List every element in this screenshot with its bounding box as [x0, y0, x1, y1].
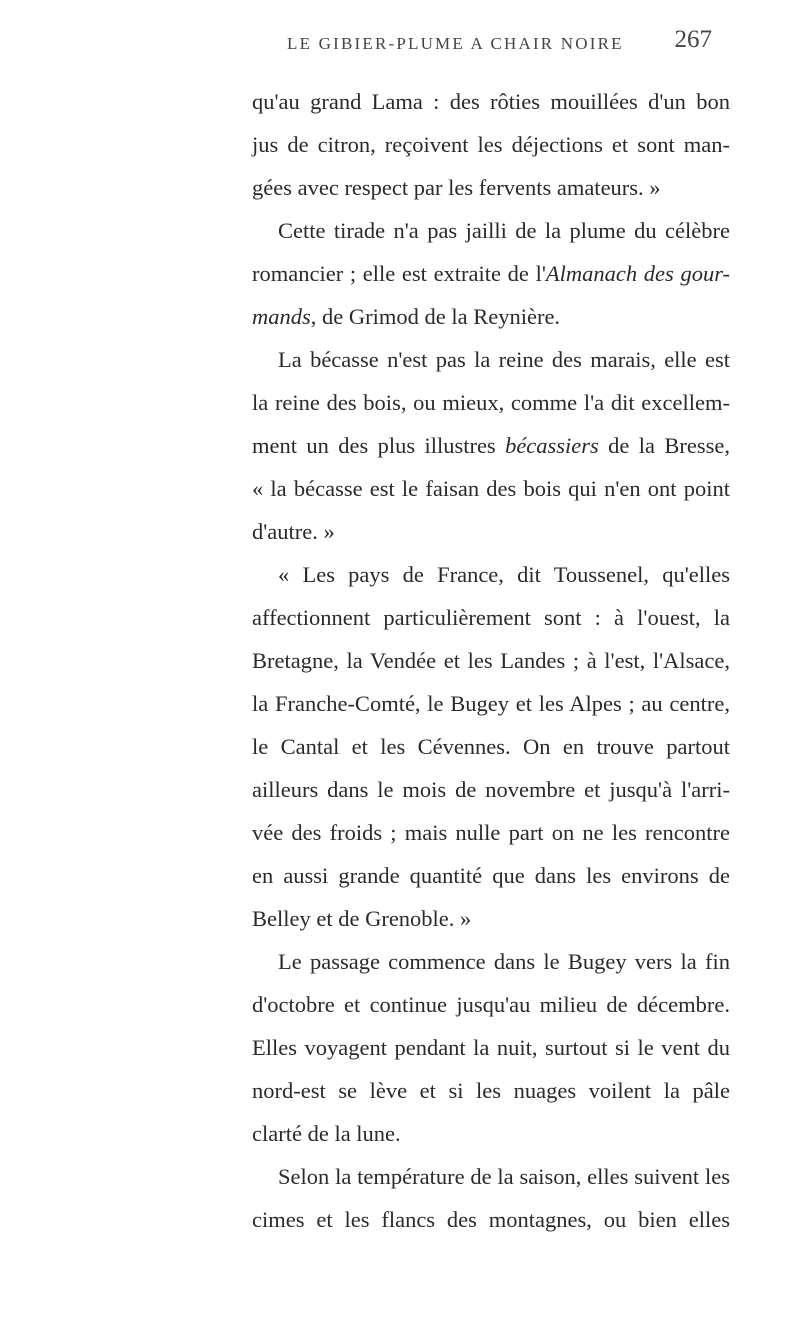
text-segment: jus de citron, reçoivent les déjections et sont man- — [252, 132, 730, 157]
text-segment: d'octobre et continue jusqu'au milieu de décembre. — [252, 992, 730, 1017]
page-number: 267 — [674, 26, 712, 53]
text-line — [252, 424, 730, 467]
text-line — [252, 639, 730, 682]
text-segment: « la bécasse est le faisan des bois qui n'en ont point — [252, 476, 730, 501]
text-segment: de la Bresse, — [598, 433, 730, 458]
text-line — [252, 725, 730, 768]
text-segment: Elles voyagent pendant la nuit, surtout si le vent du — [252, 1035, 730, 1060]
text-segment: Selon la température de la saison, elles suivent les — [278, 1164, 730, 1189]
text-line — [252, 252, 730, 295]
text-line — [252, 768, 730, 811]
text-line — [252, 80, 730, 123]
text-line — [252, 1069, 730, 1112]
text-segment: Belley et de Grenoble. » — [252, 906, 472, 931]
text-line — [252, 510, 730, 553]
text-segment: gées avec respect par les fervents amateurs. » — [252, 175, 661, 200]
text-segment: vée des froids ; mais nulle part on ne les rencontre — [252, 820, 730, 845]
text-segment: la Franche-Comté, le Bugey et les Alpes ; au centre, — [252, 691, 730, 716]
text-segment: nord-est se lève et si les nuages voilent la pâle — [252, 1078, 730, 1103]
text-segment: affectionnent particulièrement sont : à l'ouest, la — [252, 605, 730, 630]
text-line — [252, 811, 730, 854]
text-segment: La bécasse n'est pas la reine des marais, elle est — [278, 347, 730, 372]
text-segment: Cette tirade n'a pas jailli de la plume du célèbre — [278, 218, 730, 243]
italic-text: Almanach des gour- — [545, 261, 730, 286]
text-segment: ment un des plus illustres — [252, 433, 506, 458]
text-line — [252, 295, 730, 338]
text-line — [252, 854, 730, 897]
italic-text: bécassiers — [505, 433, 599, 458]
text-segment: « Les pays de France, dit Toussenel, qu'elles — [278, 562, 730, 587]
body-text — [252, 80, 730, 1241]
text-segment: d'autre. » — [252, 519, 335, 544]
text-line — [252, 1198, 730, 1241]
text-line — [252, 467, 730, 510]
text-segment: , de Grimod de la Reynière. — [310, 304, 561, 329]
text-line — [252, 983, 730, 1026]
text-line — [252, 381, 730, 424]
text-segment: qu'au grand Lama : des rôties mouillées d'un bon — [252, 89, 730, 114]
text-segment: cimes et les flancs des montagnes, ou bien elles — [252, 1207, 730, 1232]
text-segment: romancier ; elle est extraite de l' — [252, 261, 546, 286]
text-line — [252, 1026, 730, 1069]
text-line — [252, 1112, 730, 1155]
text-segment: en aussi grande quantité que dans les environs de — [252, 863, 730, 888]
text-line — [252, 338, 730, 381]
text-segment: Bretagne, la Vendée et les Landes ; à l'est, l'Alsace, — [252, 648, 730, 673]
text-line — [252, 596, 730, 639]
text-line — [252, 166, 730, 209]
text-line — [252, 553, 730, 596]
running-head: LE GIBIER-PLUME A CHAIR NOIRE — [287, 34, 624, 53]
text-line — [252, 897, 730, 940]
text-segment: clarté de la lune. — [252, 1121, 401, 1146]
text-segment: Le passage commence dans le Bugey vers la fin — [278, 949, 730, 974]
text-segment: la reine des bois, ou mieux, comme l'a dit excellem- — [252, 390, 730, 415]
text-line — [252, 209, 730, 252]
text-line — [252, 1155, 730, 1198]
page-header — [0, 26, 800, 66]
text-segment: ailleurs dans le mois de novembre et jusqu'à l'arri- — [252, 777, 730, 802]
text-line — [252, 940, 730, 983]
text-segment: le Cantal et les Cévennes. On en trouve partout — [252, 734, 730, 759]
italic-text: mands — [252, 304, 311, 329]
text-line — [252, 682, 730, 725]
text-line — [252, 123, 730, 166]
